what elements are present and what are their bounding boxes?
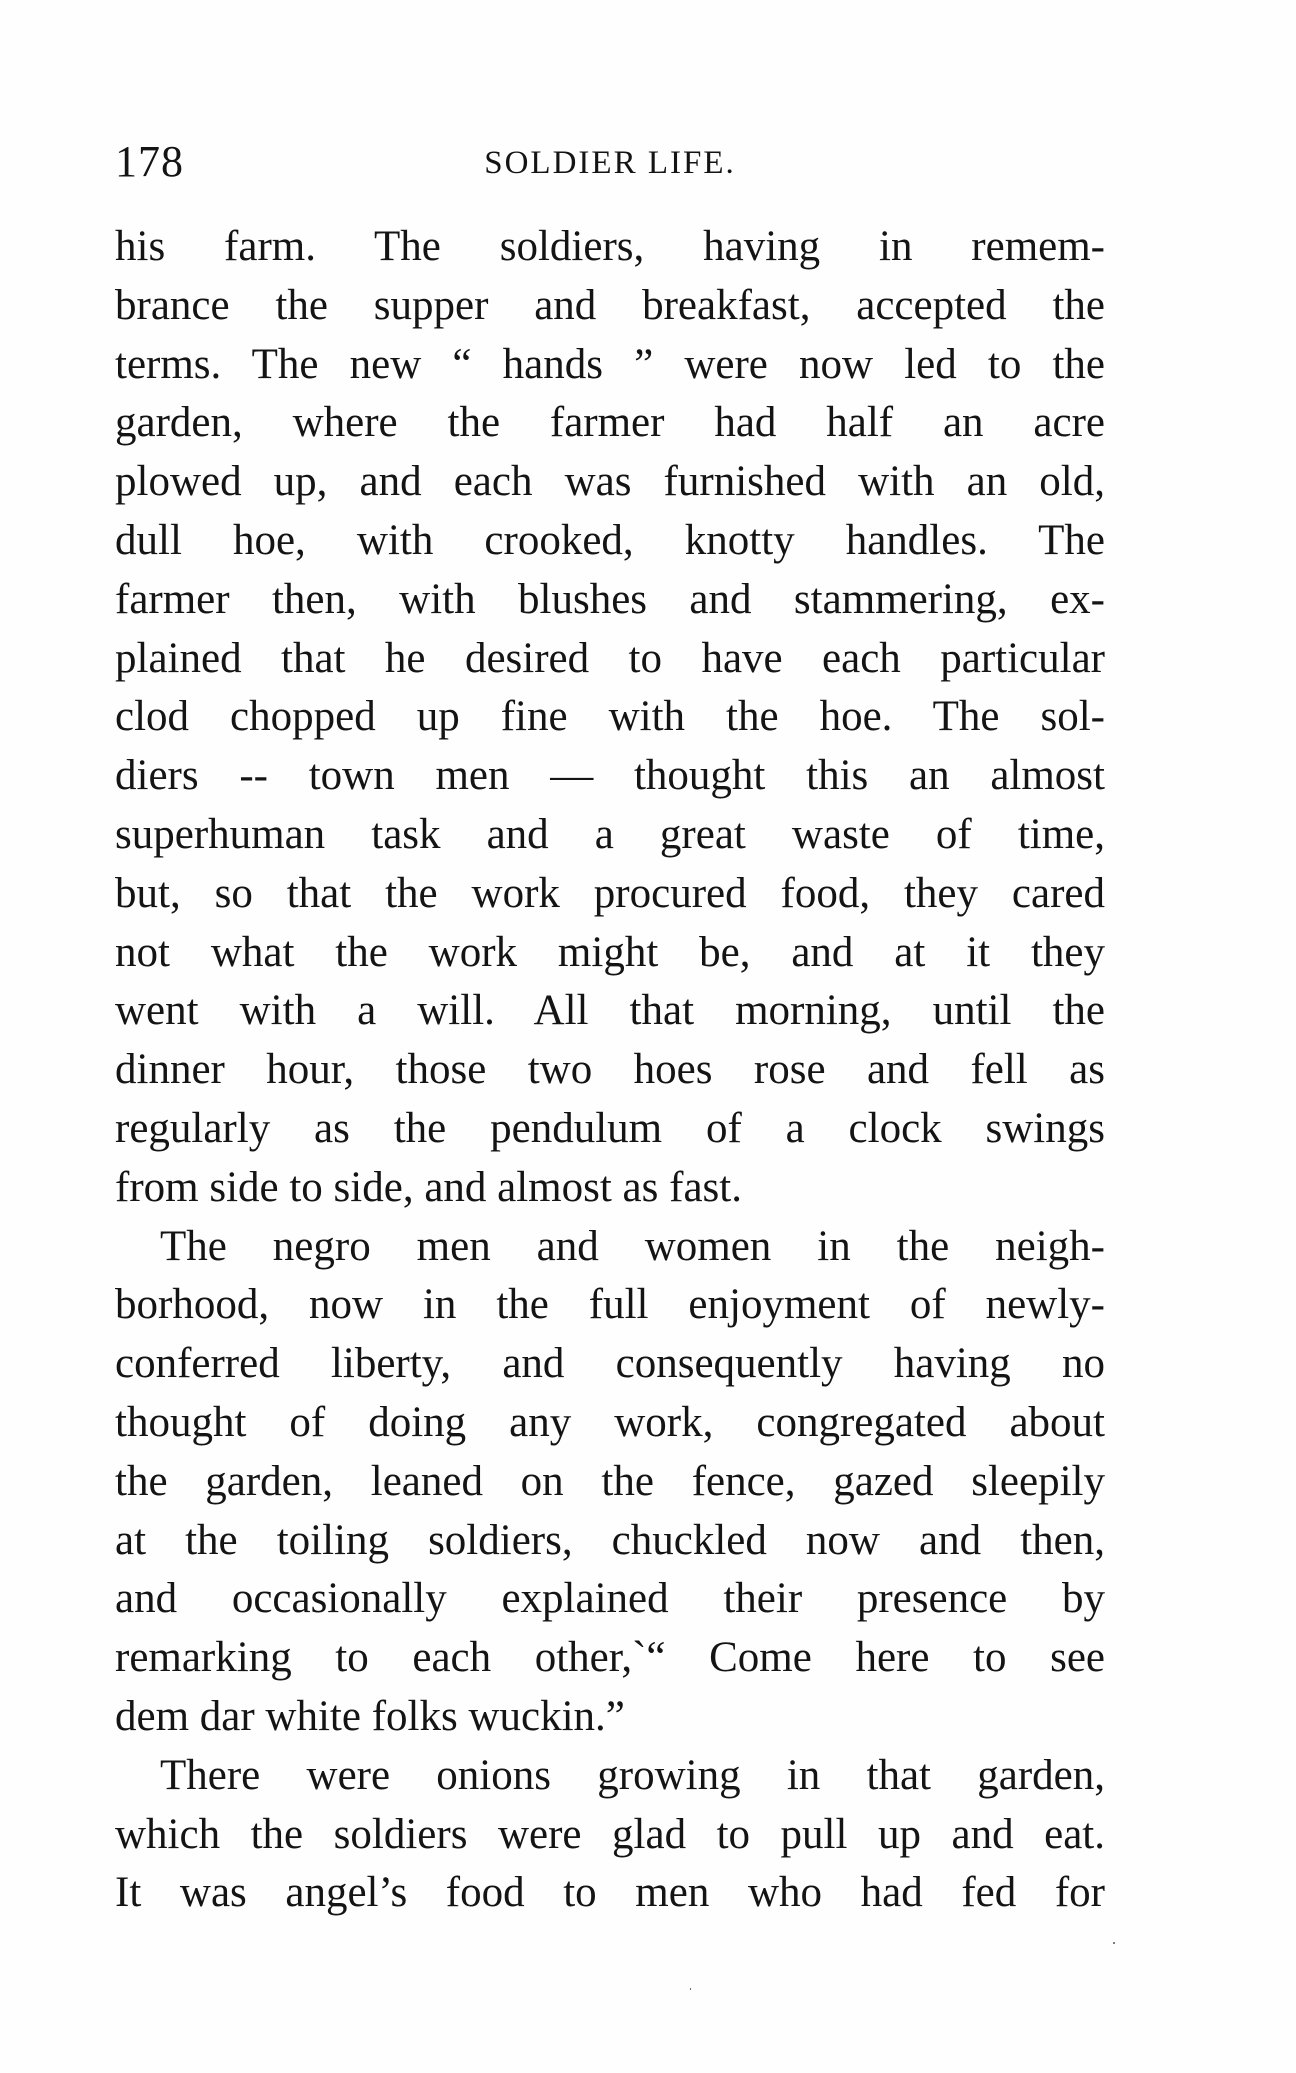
body-text bbox=[115, 218, 1105, 1923]
text-line: borhood, now in the full enjoyment of newly- bbox=[115, 1281, 1105, 1329]
text-line: at the toiling soldiers, chuckled now and then, bbox=[115, 1516, 1105, 1564]
text-line: but, so that the work procured food, they cared bbox=[115, 869, 1105, 917]
text-line: from side to side, and almost as fast. bbox=[115, 1163, 742, 1211]
text-line: dinner hour, those two hoes rose and fell as bbox=[115, 1046, 1105, 1094]
text-line: It was angel’s food to men who had fed for bbox=[115, 1869, 1105, 1917]
text-line: dem dar white folks wuckin.” bbox=[115, 1692, 625, 1740]
text-line: conferred liberty, and consequently having no bbox=[115, 1340, 1105, 1388]
text-line: not what the work might be, and at it they bbox=[115, 928, 1105, 976]
text-line: superhuman task and a great waste of time, bbox=[115, 810, 1105, 858]
text-line: diers -- town men — thought this an almost bbox=[115, 752, 1105, 800]
paper-speck bbox=[1113, 1942, 1115, 1944]
text-line: thought of doing any work, congregated about bbox=[115, 1398, 1105, 1446]
text-line: clod chopped up fine with the hoe. The sol- bbox=[115, 693, 1105, 741]
text-line: the garden, leaned on the fence, gazed sleepily bbox=[115, 1457, 1105, 1505]
text-line: went with a will. All that morning, until the bbox=[115, 987, 1105, 1035]
running-title: SOLDIER LIFE. bbox=[484, 145, 736, 181]
text-line: dull hoe, with crooked, knotty handles. The bbox=[115, 516, 1105, 564]
text-line: farmer then, with blushes and stammering, ex- bbox=[115, 575, 1105, 623]
text-line: regularly as the pendulum of a clock swings bbox=[115, 1104, 1105, 1152]
paper-speck bbox=[690, 1988, 691, 1990]
text-line: garden, where the farmer had half an acre bbox=[115, 399, 1105, 447]
text-line: which the soldiers were glad to pull up and eat. bbox=[115, 1810, 1105, 1858]
running-head bbox=[115, 132, 1105, 192]
text-line: his farm. The soldiers, having in remem- bbox=[115, 223, 1105, 270]
text-line: plained that he desired to have each particular bbox=[115, 634, 1105, 682]
text-line: brance the supper and breakfast, accepted the bbox=[115, 281, 1105, 329]
text-line: plowed up, and each was furnished with an old, bbox=[115, 458, 1105, 506]
page-number: 178 bbox=[115, 137, 184, 186]
text-line: remarking to each other,`“ Come here to see bbox=[115, 1634, 1105, 1682]
text-line: and occasionally explained their presence by bbox=[115, 1575, 1105, 1623]
text-line: The negro men and women in the neigh- bbox=[160, 1222, 1105, 1270]
text-line: terms. The new “ hands ” were now led to the bbox=[115, 340, 1105, 388]
text-line: There were onions growing in that garden, bbox=[160, 1751, 1105, 1799]
